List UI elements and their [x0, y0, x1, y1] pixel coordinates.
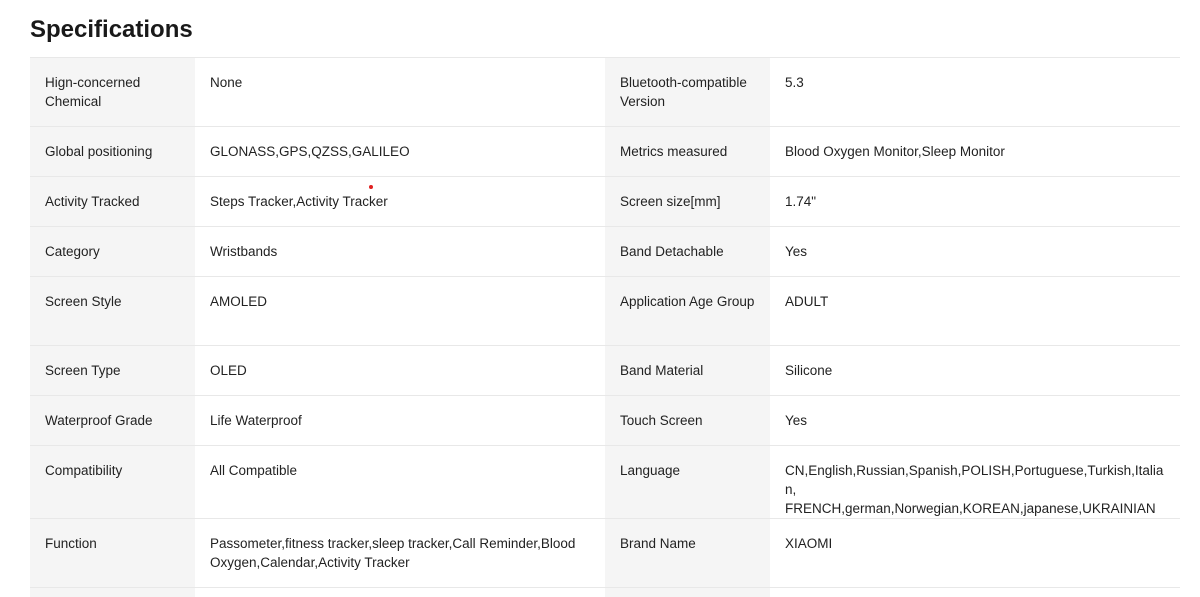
spec-key: Band Material — [605, 346, 770, 396]
spec-key: Touch Screen — [605, 396, 770, 446]
table-row — [30, 277, 1180, 346]
spec-value: Yes — [770, 396, 1180, 446]
spec-value: Steps Tracker,Activity Tracker — [195, 177, 605, 227]
table-row — [30, 227, 1180, 277]
table-row — [30, 446, 1180, 519]
table-row — [30, 396, 1180, 446]
spec-key: Language — [605, 446, 770, 519]
spec-value: 1.74" — [770, 177, 1180, 227]
spec-value: ADULT — [770, 277, 1180, 346]
spec-key: Metrics measured — [605, 127, 770, 177]
spec-key: Category — [30, 227, 195, 277]
spec-key: Application Age Group — [605, 277, 770, 346]
spec-value: OLED — [195, 346, 605, 396]
table-row — [30, 177, 1180, 227]
spec-key: Bluetooth-compatible Version — [605, 58, 770, 127]
spec-key: Waterproof Grade — [30, 396, 195, 446]
spec-value: AMOLED — [195, 277, 605, 346]
spec-key: Function — [30, 519, 195, 588]
spec-value: None — [195, 58, 605, 127]
table-row — [30, 127, 1180, 177]
page-title: Specifications — [30, 16, 193, 43]
spec-key: Screen Style — [30, 277, 195, 346]
spec-value: CN,English,Russian,Spanish,POLISH,Portuguese,Turkish,Italian, FRENCH,german,Norwegian,KOREAN,japanese,UKRAINIAN — [770, 446, 1180, 519]
spec-value — [195, 588, 605, 597]
spec-value: All Compatible — [195, 446, 605, 519]
spec-value: Life Waterproof — [195, 396, 605, 446]
table-row — [30, 346, 1180, 396]
spec-key: Screen Type — [30, 346, 195, 396]
table-row — [30, 58, 1180, 127]
spec-key: Compatibility — [30, 446, 195, 519]
spec-key: Brand Name — [605, 519, 770, 588]
spec-value: GLONASS,GPS,QZSS,GALILEO — [195, 127, 605, 177]
table-row — [30, 588, 1180, 597]
spec-value: Silicone — [770, 346, 1180, 396]
spec-value — [770, 588, 1180, 597]
red-dot-marker — [369, 185, 373, 189]
spec-key: Hign-concerned Chemical — [30, 58, 195, 127]
spec-key: Band Detachable — [605, 227, 770, 277]
spec-key: Global positioning — [30, 127, 195, 177]
spec-key — [30, 588, 195, 597]
spec-value: 5.3 — [770, 58, 1180, 127]
spec-key: Activity Tracked — [30, 177, 195, 227]
spec-value: XIAOMI — [770, 519, 1180, 588]
specifications-table — [30, 57, 1180, 597]
spec-value: Yes — [770, 227, 1180, 277]
spec-value: Blood Oxygen Monitor,Sleep Monitor — [770, 127, 1180, 177]
spec-key: Screen size[mm] — [605, 177, 770, 227]
spec-value: Passometer,fitness tracker,sleep tracker,Call Reminder,Blood Oxygen,Calendar,Activity Tracker — [195, 519, 605, 588]
spec-value: Wristbands — [195, 227, 605, 277]
table-row — [30, 519, 1180, 588]
spec-key — [605, 588, 770, 597]
